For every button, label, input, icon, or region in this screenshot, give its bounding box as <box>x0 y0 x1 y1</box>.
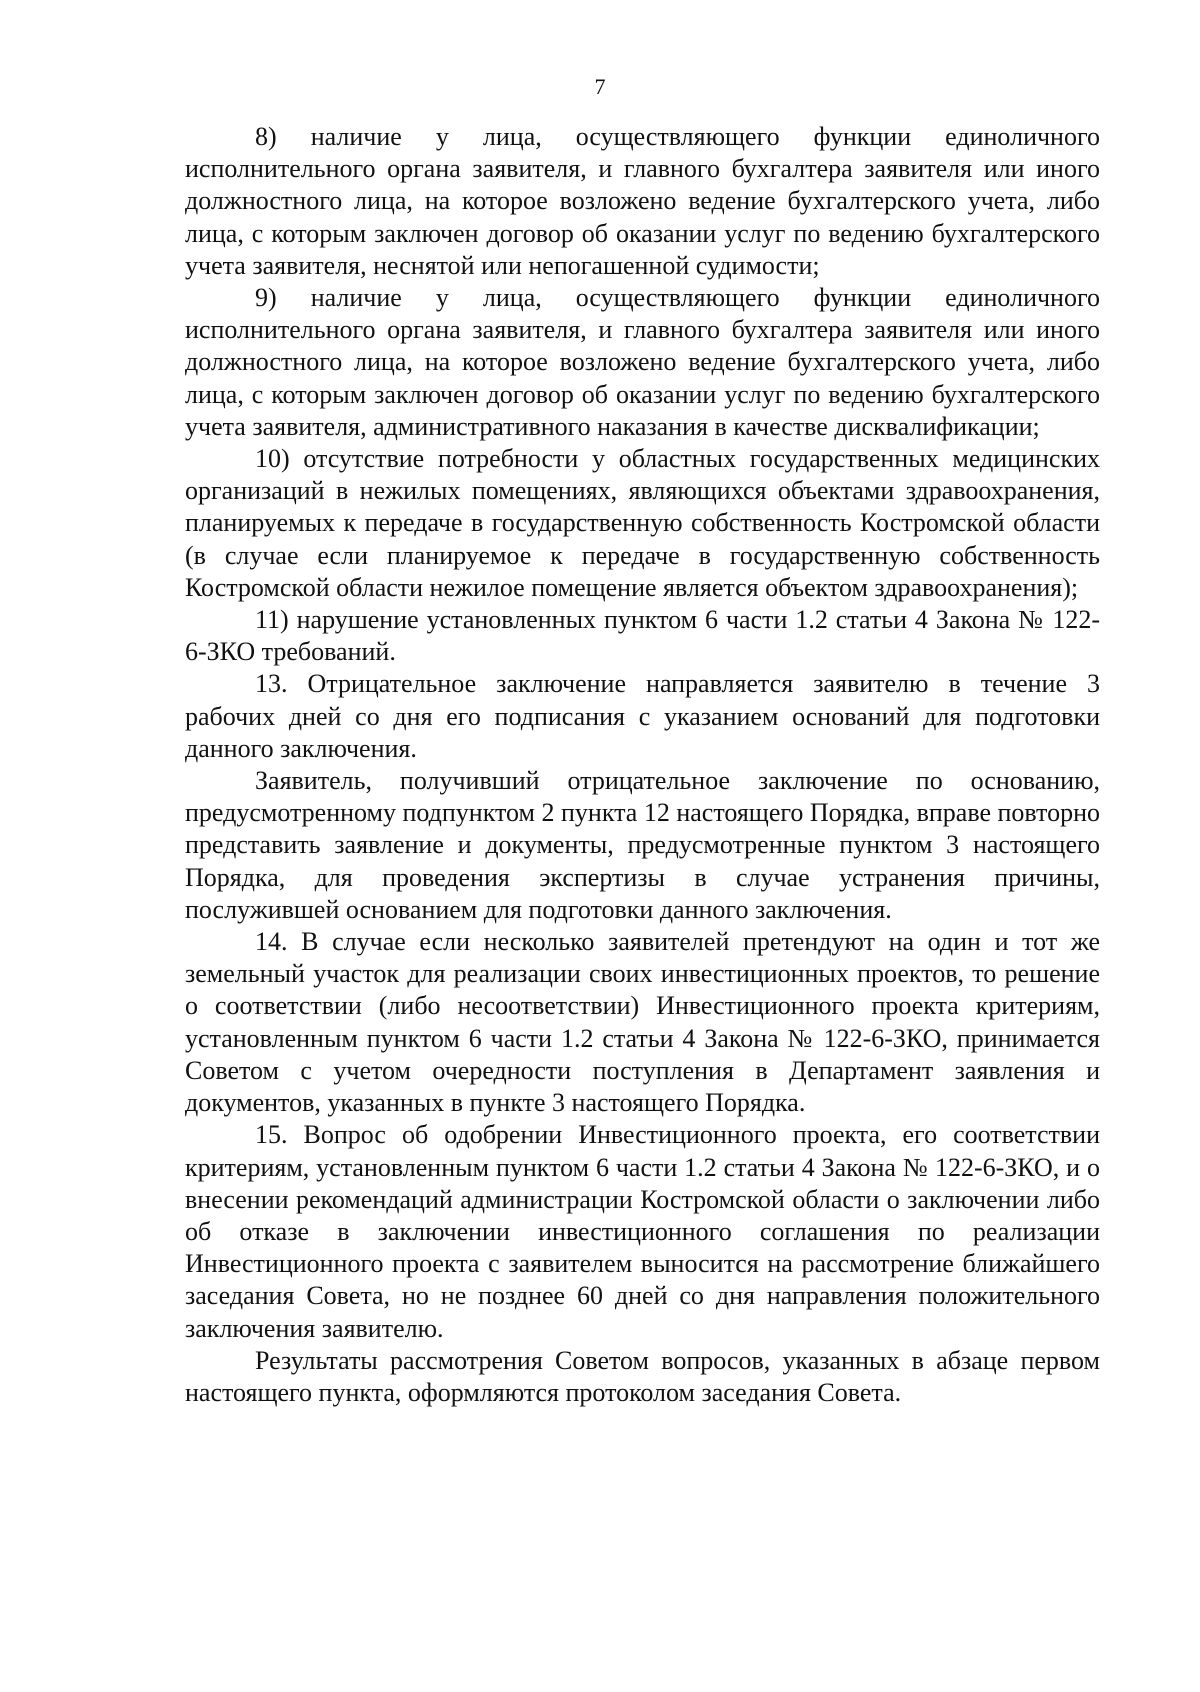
paragraph-clause-13: 13. Отрицательное заключение направляется заявителю в течение 3 рабочих дней со дня его подписания с указанием оснований для подготовки данного заключения. <box>185 669 1100 763</box>
paragraph-clause-14: 14. В случае если несколько заявителей претендуют на один и тот же земельный участок для реализации своих инвестиционных проектов, то решение о соответствии (либо несоответствии) Инвестиционного проекта критериям, установленным пунктом 6 части 1.2 статьи 4 Закона № 122-6-ЗКО, принимается Советом с учетом очередности поступления в Департамент заявления и документов, указанных в пункте 3 настоящего Порядка. <box>185 927 1100 1118</box>
paragraph-clause-15: 15. Вопрос об одобрении Инвестиционного проекта, его соответствии критериям, установленным пунктом 6 части 1.2 статьи 4 Закона № 122-6-ЗКО, и о внесении рекомендаций администрации Костромской области о заключении либо об отказе в заключении инвестиционного соглашения по реализации Инвестиционного проекта с заявителем выносится на рассмотрение ближайшего заседания Совета, но не позднее 60 дней со дня направления положительного заключения заявителю. <box>185 1120 1100 1343</box>
paragraph-item-11: 11) нарушение установленных пунктом 6 части 1.2 статьи 4 Закона № 122-6-ЗКО требований. <box>185 605 1100 667</box>
paragraph-clause-15-results: Результаты рассмотрения Советом вопросов, указанных в абзаце первом настоящего пункта, оформляются протоколом заседания Совета. <box>185 1345 1100 1407</box>
page-number: 7 <box>594 74 606 99</box>
document-body <box>185 121 1100 1409</box>
paragraph-item-10: 10) отсутствие потребности у областных государственных медицинских организаций в нежилых помещениях, являющихся объектами здравоохранения, планируемых к передаче в государственную собственность Костромской области (в случае если планируемое к передаче в государственную собственность Костромской области нежилое помещение является объектом здравоохранения); <box>185 444 1100 602</box>
paragraph-clause-13-applicant: Заявитель, получивший отрицательное заключение по основанию, предусмотренному подпунктом 2 пункта 12 настоящего Порядка, вправе повторно представить заявление и документы, предусмотренные пунктом 3 настоящего Порядка, для проведения экспертизы в случае устранения причины, послужившей основанием для подготовки данного заключения. <box>185 766 1100 924</box>
paragraph-item-8: 8) наличие у лица, осуществляющего функции единоличного исполнительного органа заявителя, и главного бухгалтера заявителя или иного должностного лица, на которое возложено ведение бухгалтерского учета, либо лица, с которым заключен договор об оказании услуг по ведению бухгалтерского учета заявителя, неснятой или непогашенной судимости; <box>185 122 1100 280</box>
paragraph-item-9: 9) наличие у лица, осуществляющего функции единоличного исполнительного органа заявителя, и главного бухгалтера заявителя или иного должностного лица, на которое возложено ведение бухгалтерского учета, либо лица, с которым заключен договор об оказании услуг по ведению бухгалтерского учета заявителя, административного наказания в качестве дисквалификации; <box>185 283 1100 441</box>
